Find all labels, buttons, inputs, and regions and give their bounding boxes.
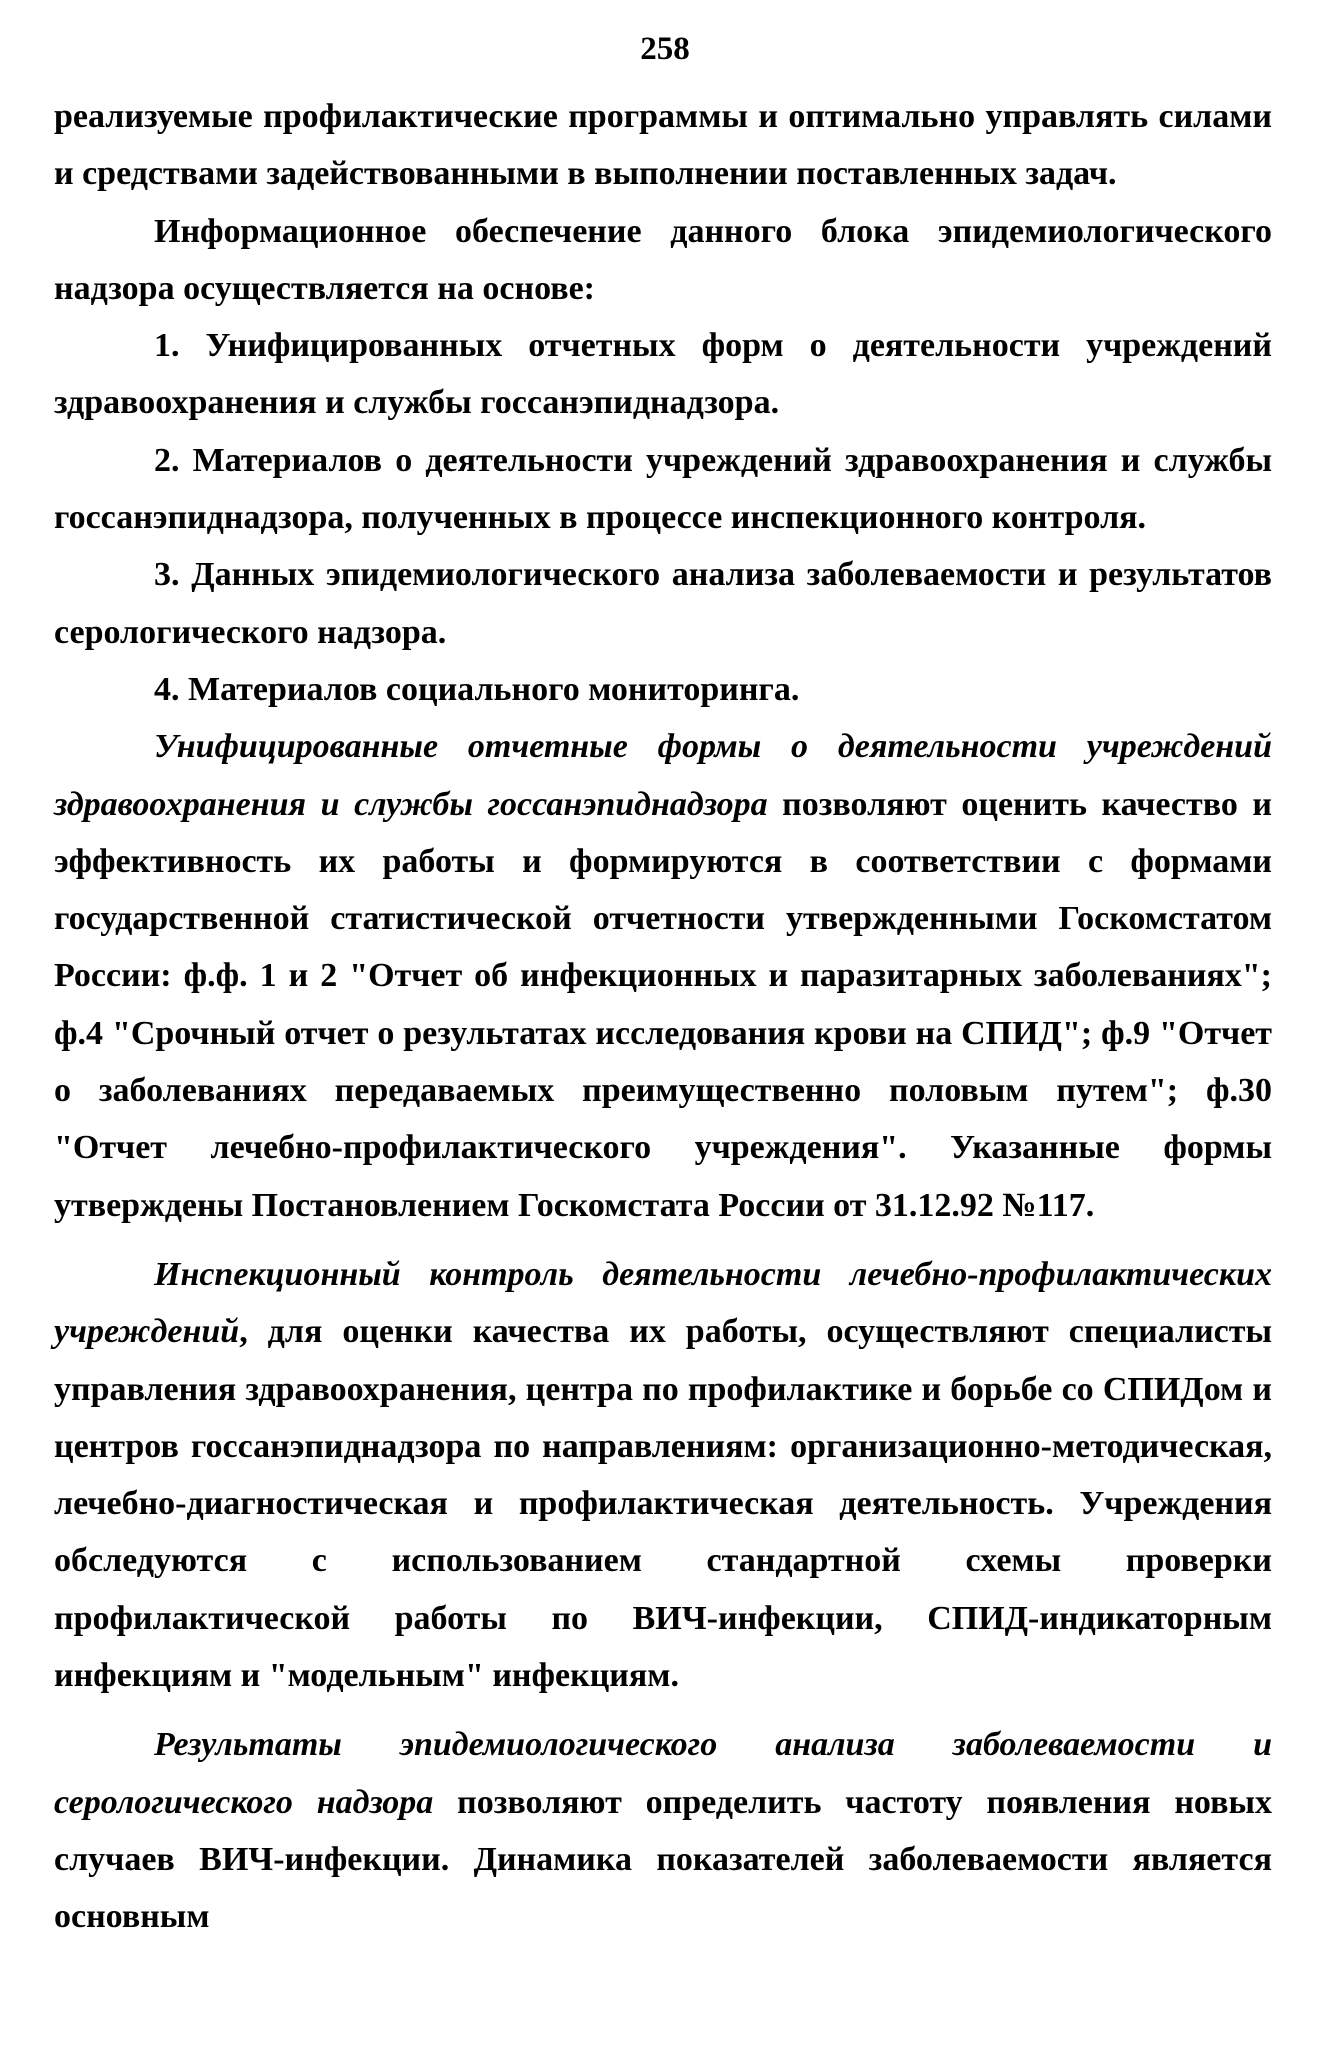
paragraph-inspection-control-lead: Инспекционный контроль деятельности лечебно-профилактических учреждений bbox=[54, 1255, 1272, 1351]
list-item-1: 1. Унифицированных отчетных форм о деятельности учреждений здравоохранения и службы госсанэпиднадзора. bbox=[54, 327, 1272, 422]
page-number: 258 bbox=[640, 31, 690, 67]
paragraph-analysis-results-text: позволяют определить частоту появления новых случаев ВИЧ-инфекции. Динамика показателей заболеваемости является основным bbox=[54, 1783, 1272, 1936]
paragraph-continuation: реализуемые профилактические программы и оптимально управлять силами и средствами задействованными в выполнении поставленных задач. bbox=[54, 98, 1272, 193]
paragraph-analysis-results bbox=[54, 1716, 1272, 1945]
paragraph-unified-forms-text: позволяют оценить качество и эффективность их работы и формируются в соответствии с формами государственной статистической отчетности утвержденными Госкомстатом России: ф.ф. 1 и 2 "Отчет об инфекционных и паразитарных заболеваниях"; ф.4 "Срочный отчет о результатах исследования крови на СПИД"; ф.9 "Отчет о заболеваниях передаваемых преимущественно половым путем"; ф.30 "Отчет лечебно-профилактического учреждения". Указанные формы утверждены Постановлением Госкомстата России от 31.12.92 №117. bbox=[54, 785, 1272, 1224]
paragraph-info-support: Информационное обеспечение данного блока эпидемиологического надзора осуществляется на основе: bbox=[54, 212, 1272, 307]
list-item-4: 4. Материалов социального мониторинга. bbox=[154, 670, 800, 708]
paragraph-unified-forms-lead: Унифицированные отчетные формы о деятельности учреждений здравоохранения и службы госсанэпиднадзора bbox=[54, 728, 1272, 823]
paragraph-unified-forms bbox=[54, 718, 1272, 1234]
paragraph-inspection-control bbox=[54, 1246, 1272, 1704]
paragraph-analysis-results-lead: Результаты эпидемиологического анализа заболеваемости и серологического надзора bbox=[54, 1726, 1272, 1821]
body-text bbox=[54, 88, 1272, 1946]
paragraph-inspection-control-text: , для оценки качества их работы, осуществляют специалисты управления здравоохранения, центра по профилактике и борьбе со СПИДом и центров госсанэпиднадзора по направлениям: организационно-методическая, лечебно-диагностическая и профилактическая деятельность. Учреждения обследуются с использованием стандартной схемы проверки профилактической работы по ВИЧ-инфекции, СПИД-индикаторным инфекциям и "модельным" инфекциям. bbox=[54, 1313, 1272, 1695]
list-item-2: 2. Материалов о деятельности учреждений здравоохранения и службы госсанэпиднадзора, полученных в процессе инспекционного контроля. bbox=[54, 441, 1272, 537]
list-item-3: 3. Данных эпидемиологического анализа заболеваемости и результатов серологического надзора. bbox=[54, 556, 1272, 651]
